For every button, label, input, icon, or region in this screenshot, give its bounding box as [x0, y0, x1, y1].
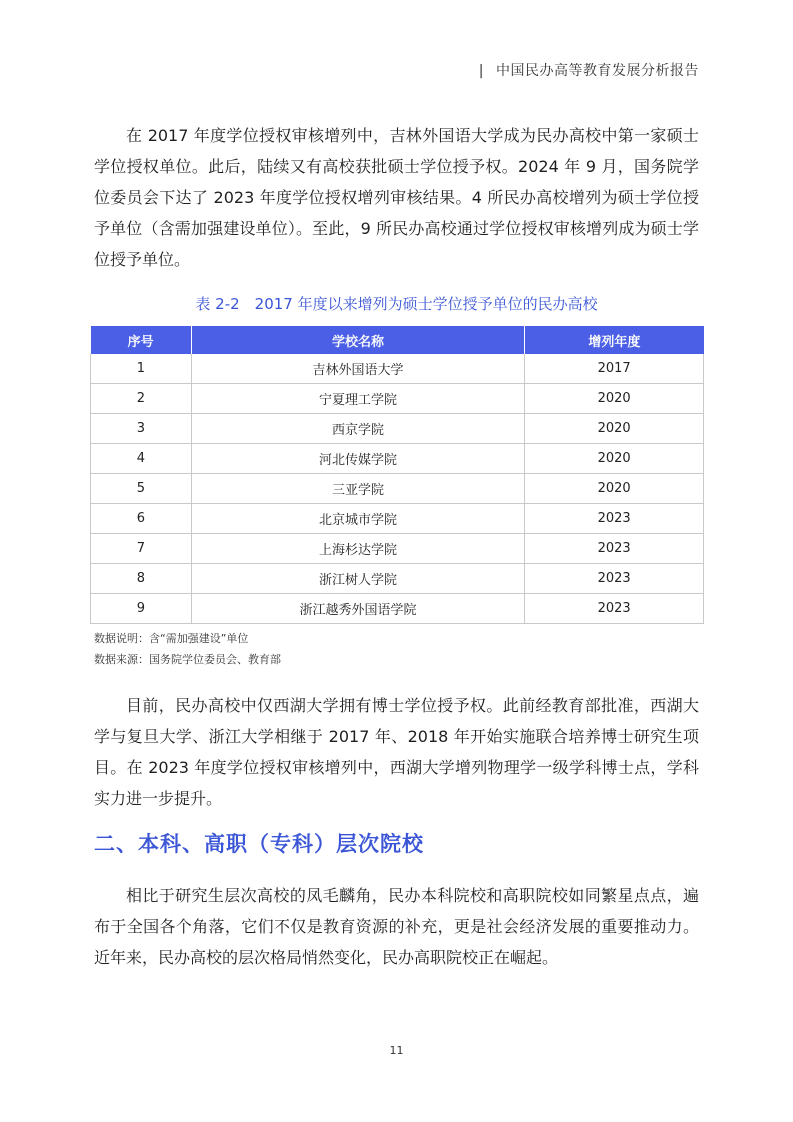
cell-year: 2023 — [525, 594, 704, 624]
masters-institutions-table — [90, 326, 704, 624]
cell-index: 9 — [91, 594, 192, 624]
cell-index: 6 — [91, 504, 192, 534]
cell-school-name: 河北传媒学院 — [191, 444, 524, 474]
section-heading: 二、本科、高职（专科）层次院校 — [94, 832, 424, 856]
cell-index: 5 — [91, 474, 192, 504]
cell-index: 1 — [91, 354, 192, 384]
cell-year: 2023 — [525, 534, 704, 564]
table-row — [91, 474, 704, 504]
page-number: 11 — [389, 1044, 404, 1057]
cell-school-name: 西京学院 — [191, 414, 524, 444]
table-row — [91, 564, 704, 594]
section-paragraph: 相比于研究生层次高校的凤毛麟角，民办本科院校和高职院校如同繁星点点，遍布于全国各个角落，它们不仅是教育资源的补充，更是社会经济发展的重要推动力。近年来，民办高校的层次格局悄然变化，民办高职院校正在崛起。 — [94, 886, 699, 967]
cell-index: 2 — [91, 384, 192, 414]
table-row — [91, 354, 704, 384]
header-index: 序号 — [91, 326, 192, 354]
doctorate-paragraph: 目前，民办高校中仅西湖大学拥有博士学位授予权。此前经教育部批准，西湖大学与复旦大学、浙江大学相继于 2017 年、2018 年开始实施联合培养博士研究生项目。在 2023 年度学位授权审核增列中，西湖大学增列物理学一级学科博士点，学科实力进一步提升。 — [94, 696, 699, 808]
header-title: 中国民办高等教育发展分析报告 — [496, 63, 699, 79]
running-header — [479, 60, 699, 80]
cell-school-name: 浙江越秀外国语学院 — [191, 594, 524, 624]
cell-index: 8 — [91, 564, 192, 594]
cell-school-name: 三亚学院 — [191, 474, 524, 504]
cell-index: 4 — [91, 444, 192, 474]
cell-index: 7 — [91, 534, 192, 564]
table-row — [91, 384, 704, 414]
cell-year: 2020 — [525, 474, 704, 504]
cell-school-name: 浙江树人学院 — [191, 564, 524, 594]
header-school-name: 学校名称 — [191, 326, 524, 354]
table-caption: 表 2-2 2017 年度以来增列为硕士学位授予单位的民办高校 — [195, 295, 598, 313]
cell-year: 2020 — [525, 444, 704, 474]
cell-year: 2020 — [525, 414, 704, 444]
cell-year: 2020 — [525, 384, 704, 414]
header-divider: | — [478, 63, 484, 79]
table-row — [91, 444, 704, 474]
cell-year: 2023 — [525, 504, 704, 534]
intro-paragraph: 在 2017 年度学位授权审核增列中，吉林外国语大学成为民办高校中第一家硕士学位授权单位。此后，陆续又有高校获批硕士学位授予权。2024 年 9 月，国务院学位委员会下达了 2023 年度学位授权增列审核结果。4 所民办高校增列为硕士学位授予单位（含需加强建设单位）。至此，9 所民办高校通过学位授权审核增列成为硕士学位授予单位。 — [94, 126, 699, 269]
table-note-source: 数据来源：国务院学位委员会、教育部 — [94, 653, 281, 666]
table-header-row — [91, 326, 704, 354]
table-row — [91, 504, 704, 534]
cell-index: 3 — [91, 414, 192, 444]
header-year: 增列年度 — [525, 326, 704, 354]
cell-school-name: 宁夏理工学院 — [191, 384, 524, 414]
table-row — [91, 534, 704, 564]
cell-school-name: 吉林外国语大学 — [191, 354, 524, 384]
table-row — [91, 414, 704, 444]
cell-year: 2017 — [525, 354, 704, 384]
table-row — [91, 594, 704, 624]
cell-year: 2023 — [525, 564, 704, 594]
cell-school-name: 北京城市学院 — [191, 504, 524, 534]
cell-school-name: 上海杉达学院 — [191, 534, 524, 564]
table-note-data: 数据说明：含“需加强建设”单位 — [94, 632, 249, 645]
